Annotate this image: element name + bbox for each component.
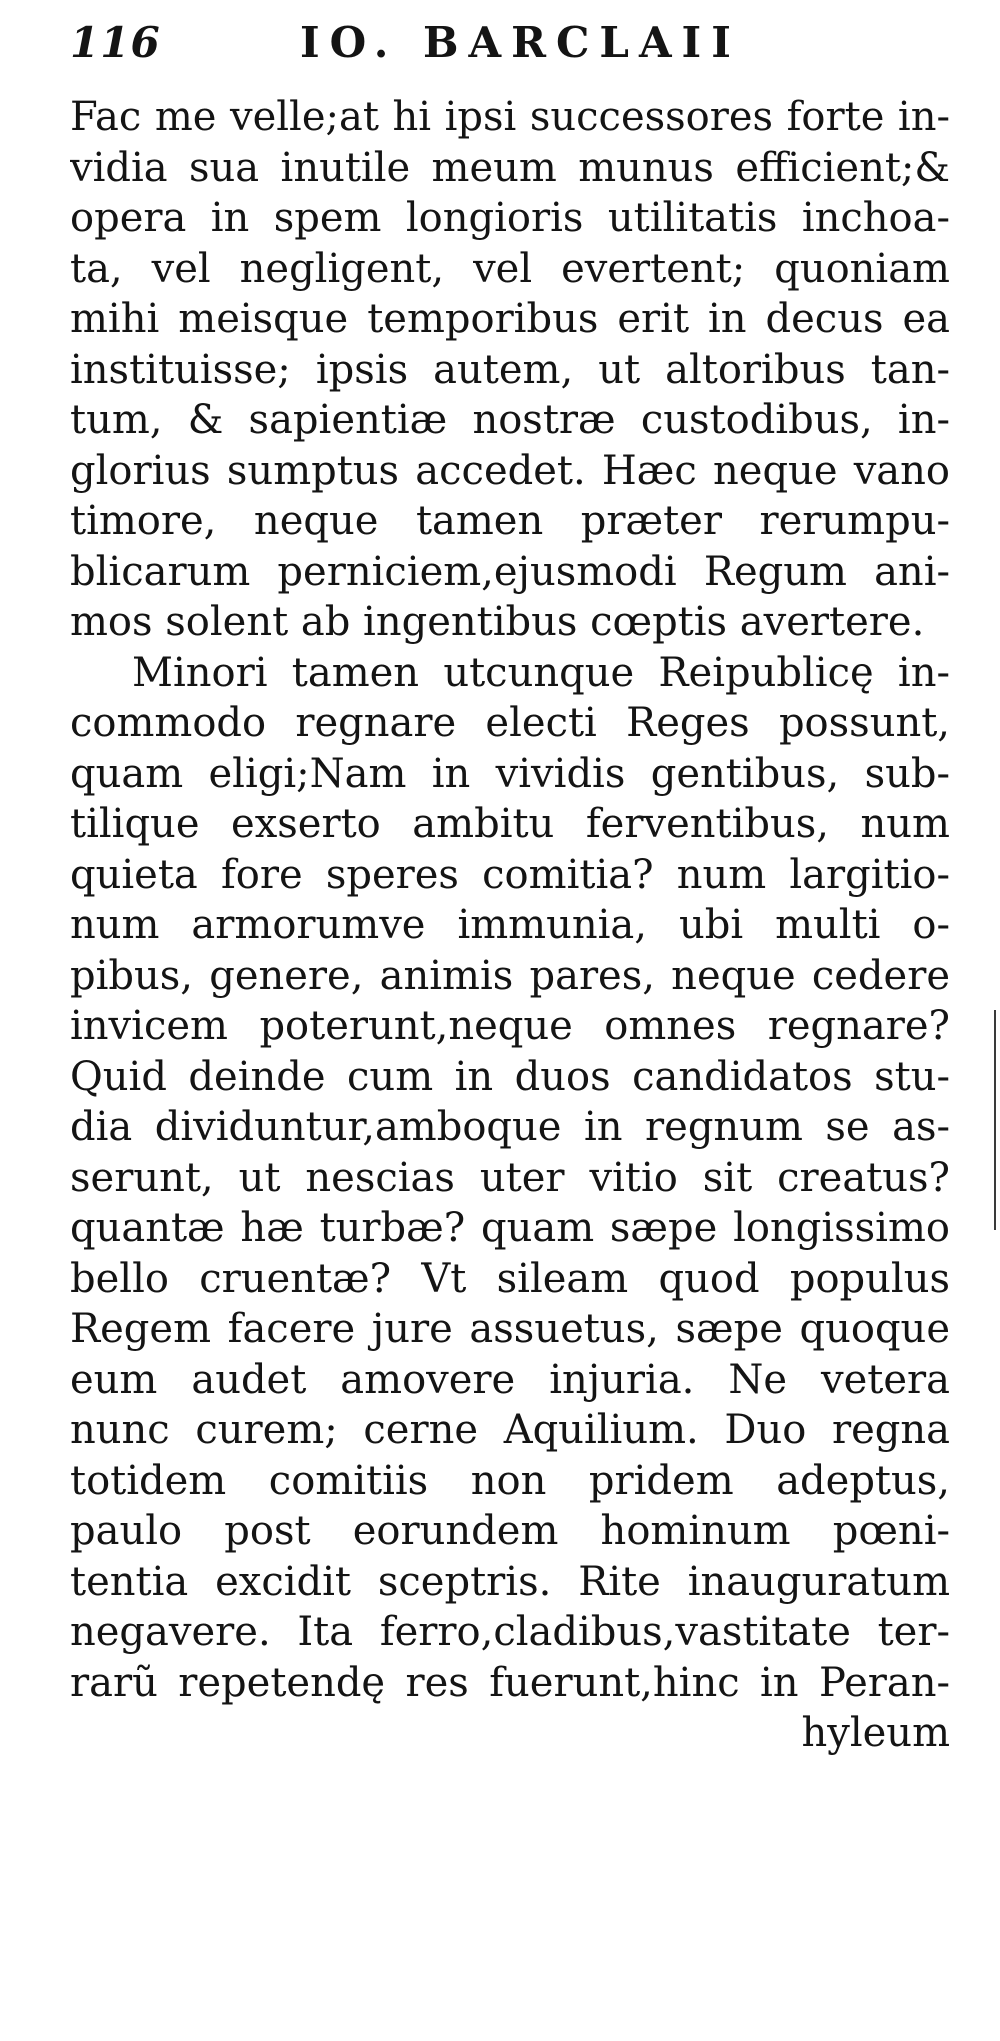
text-line: pibus, genere, animis pares, neque cedere xyxy=(70,952,950,999)
text-line: bello cruentæ? Vt sileam quod populus xyxy=(70,1255,950,1302)
text-line: Fac me velle;at hi ipsi successores forte in- xyxy=(70,94,950,140)
text-line: Regem facere jure assuetus, sæpe quoque xyxy=(70,1306,950,1352)
text-line: opera in spem longioris utilitatis inchoa- xyxy=(70,195,950,241)
text-line: dia dividuntur,amboque in regnum se as- xyxy=(70,1104,950,1150)
text-line: totidem comitiis non pridem adeptus, xyxy=(70,1457,950,1504)
text-line: mos solent ab ingentibus cœptis avertere. xyxy=(70,599,925,645)
running-title: IO. BARCLAII xyxy=(300,18,741,67)
text-line: quam eligi;Nam in vividis gentibus, sub- xyxy=(70,750,950,797)
text-line: timore, neque tamen præter rerumpu- xyxy=(70,498,950,544)
catchword: hyleum xyxy=(801,1710,950,1756)
text-line: serunt, ut nescias uter vitio sit creatus? xyxy=(70,1154,950,1201)
text-line: rarũ repetendę res fuerunt,hinc in Peran- xyxy=(70,1659,950,1706)
page-edge-mark xyxy=(994,1010,996,1230)
text-line: tilique exserto ambitu ferventibus, num xyxy=(70,801,950,847)
text-line: quieta fore speres comitia? num largitio- xyxy=(70,851,950,898)
text-line: paulo post eorundem hominum pœni- xyxy=(70,1508,950,1554)
text-line: invicem poterunt,neque omnes regnare? xyxy=(70,1003,950,1049)
text-line: num armorumve immunia, ubi multi o- xyxy=(70,902,950,948)
text-line: commodo regnare electi Reges possunt, xyxy=(70,700,950,746)
text-line: Quid deinde cum in duos candidatos stu- xyxy=(70,1053,950,1100)
text-line: ta, vel negligent, vel evertent; quoniam xyxy=(70,245,950,292)
text-line: blicarum perniciem,ejusmodi Regum ani- xyxy=(70,548,950,595)
body-text xyxy=(70,92,950,1759)
text-line: Minori tamen utcunque Reipublicę in- xyxy=(132,649,950,696)
text-line: vidia sua inutile meum munus efficient;& xyxy=(70,144,950,191)
page-number: 116 xyxy=(70,18,161,67)
text-line: tentia excidit sceptris. Rite inauguratum xyxy=(70,1558,950,1605)
text-line: nunc curem; cerne Aquilium. Duo regna xyxy=(70,1407,950,1453)
text-line: mihi meisque temporibus erit in decus ea xyxy=(70,296,950,342)
text-line: eum audet amovere injuria. Ne vetera xyxy=(70,1356,950,1403)
text-line: negavere. Ita ferro,cladibus,vastitate ter- xyxy=(70,1609,950,1655)
running-head xyxy=(70,18,950,78)
text-line: tum, & sapientiæ nostræ custodibus, in- xyxy=(70,397,950,443)
text-line: glorius sumptus accedet. Hæc neque vano xyxy=(70,447,950,494)
text-line: instituisse; ipsis autem, ut altoribus tan- xyxy=(70,346,950,393)
text-line: quantæ hæ turbæ? quam sæpe longissimo xyxy=(70,1205,950,1251)
